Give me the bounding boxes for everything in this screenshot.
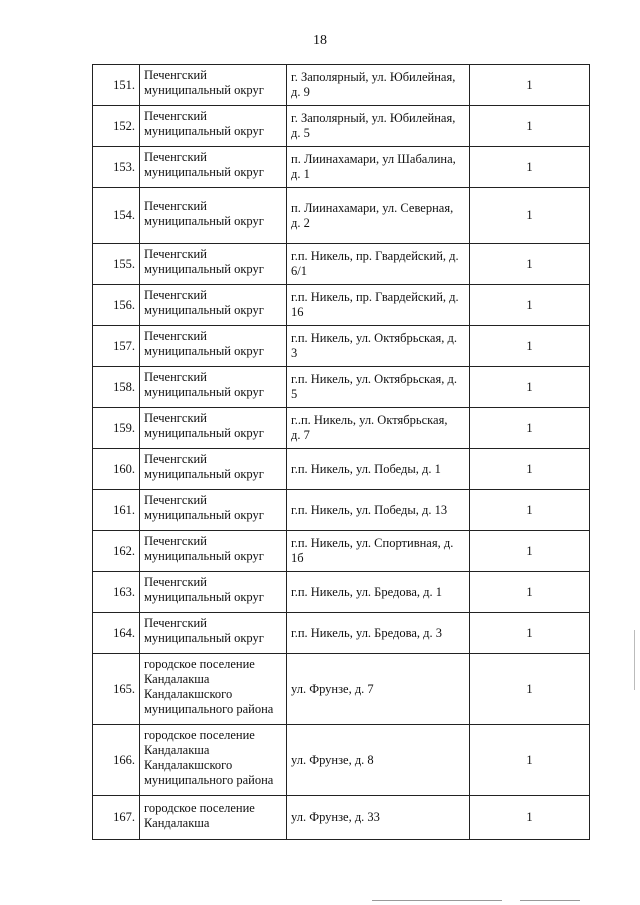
count-cell [470,725,590,796]
count-cell-text: 1 [526,584,533,599]
scan-artifact-bottom [372,900,502,901]
count-cell [470,285,590,326]
count-cell [470,188,590,244]
address-cell-text: ул. Фрунзе, д. 33 [291,810,380,824]
row-number-text: 156. [113,297,135,312]
address-cell [287,725,470,796]
municipality-cell [140,654,287,725]
municipality-cell-text: Печенгский муниципальный округ [144,247,264,276]
row-number-text: 151. [113,77,135,92]
count-cell [470,490,590,531]
row-number [93,147,140,188]
municipality-cell-text: городское поселение Кандалакша Кандалакшского муниципального района [144,657,274,716]
municipality-cell-text: Печенгский муниципальный округ [144,109,264,138]
count-cell-text: 1 [526,625,533,640]
row-number-text: 160. [113,461,135,476]
address-cell-text: г. Заполярный, ул. Юбилейная, д. 5 [291,111,456,140]
row-number-text: 164. [113,625,135,640]
municipality-cell [140,244,287,285]
address-cell-text: ул. Фрунзе, д. 8 [291,752,374,767]
count-cell-text: 1 [526,379,533,394]
address-cell-text: г.п. Никель, ул. Победы, д. 1 [291,461,441,476]
address-cell [287,572,470,613]
row-number-text: 161. [113,502,135,517]
table-row [93,326,590,367]
municipality-cell-text: городское поселение Кандалакша Кандалакшского муниципального района [144,728,274,787]
row-number [93,613,140,654]
municipality-cell [140,490,287,531]
row-number-text: 153. [113,159,135,174]
row-number-text: 163. [113,584,135,599]
count-cell-text: 1 [526,256,533,271]
municipality-cell [140,449,287,490]
address-cell-text: г. Заполярный, ул. Юбилейная, д. 9 [291,70,456,99]
row-number [93,490,140,531]
addresses-table [92,64,590,840]
address-cell [287,408,470,449]
count-cell-text: 1 [526,297,533,312]
row-number-text: 162. [113,543,135,558]
address-cell-text: п. Лиинахамари, ул. Северная, д. 2 [291,200,454,230]
address-cell [287,106,470,147]
row-number [93,654,140,725]
municipality-cell-text: Печенгский муниципальный округ [144,534,264,563]
address-cell [287,654,470,725]
address-cell [287,490,470,531]
municipality-cell-text: Печенгский муниципальный округ [144,452,264,481]
address-cell-text: г.п. Никель, пр. Гвардейский, д. 16 [291,290,459,319]
count-cell-text: 1 [526,420,533,435]
row-number-text: 159. [113,420,135,435]
table-row [93,65,590,106]
count-cell-text: 1 [526,208,533,222]
municipality-cell [140,613,287,654]
address-cell [287,326,470,367]
count-cell [470,408,590,449]
municipality-cell [140,147,287,188]
table-row [93,408,590,449]
municipality-cell [140,725,287,796]
municipality-cell-text: Печенгский муниципальный округ [144,616,264,645]
address-cell [287,285,470,326]
municipality-cell [140,188,287,244]
address-cell-text: г.п. Никель, пр. Гвардейский, д. 6/1 [291,249,459,278]
municipality-cell-text: Печенгский муниципальный округ [144,150,264,179]
count-cell [470,796,590,840]
count-cell-text: 1 [526,159,533,174]
row-number [93,531,140,572]
municipality-cell-text: Печенгский муниципальный округ [144,493,264,522]
table-row [93,531,590,572]
row-number [93,244,140,285]
count-cell [470,147,590,188]
scan-artifact-right [634,630,635,690]
address-cell [287,147,470,188]
row-number-text: 157. [113,338,135,353]
count-cell-text: 1 [526,502,533,517]
table-row [93,244,590,285]
table-row [93,490,590,531]
address-cell [287,244,470,285]
count-cell [470,654,590,725]
row-number-text: 152. [113,118,135,133]
row-number [93,285,140,326]
address-cell-text: г.п. Никель, ул. Бредова, д. 3 [291,625,443,640]
municipality-cell-text: Печенгский муниципальный округ [144,68,264,97]
address-cell [287,65,470,106]
table-row [93,572,590,613]
row-number-text: 166. [113,752,135,767]
address-cell-text: г.п. Никель, ул. Бредова, д. 1 [291,584,443,599]
row-number [93,449,140,490]
address-cell-text: г..п. Никель, ул. Октябрьская, д. 7 [291,413,448,442]
table-row [93,796,590,840]
count-cell [470,613,590,654]
row-number [93,725,140,796]
row-number [93,326,140,367]
table-row [93,449,590,490]
municipality-cell [140,367,287,408]
municipality-cell-text: городское поселение Кандалакша [144,800,255,830]
table-row [93,367,590,408]
count-cell [470,449,590,490]
municipality-cell [140,408,287,449]
address-cell-text: г.п. Никель, ул. Октябрьская, д. 3 [291,331,457,360]
municipality-cell-text: Печенгский муниципальный округ [144,288,264,317]
address-cell [287,188,470,244]
municipality-cell [140,572,287,613]
address-cell [287,449,470,490]
count-cell-text: 1 [526,338,533,353]
address-cell [287,367,470,408]
count-cell-text: 1 [526,752,533,767]
table-row [93,613,590,654]
municipality-cell [140,796,287,840]
table-row [93,147,590,188]
row-number [93,106,140,147]
table-row [93,106,590,147]
row-number-text: 155. [113,256,135,271]
count-cell [470,367,590,408]
address-cell-text: ул. Фрунзе, д. 7 [291,681,374,696]
count-cell [470,572,590,613]
address-cell [287,796,470,840]
municipality-cell [140,106,287,147]
address-cell-text: п. Лиинахамари, ул Шабалина, д. 1 [291,152,456,181]
count-cell-text: 1 [526,681,533,696]
row-number [93,367,140,408]
count-cell [470,65,590,106]
table-row [93,285,590,326]
scan-artifact-bottom-right [520,900,580,901]
table-row [93,188,590,244]
row-number-text: 167. [113,810,135,824]
municipality-cell [140,65,287,106]
row-number-text: 154. [113,208,135,222]
count-cell [470,244,590,285]
address-cell [287,613,470,654]
address-cell [287,531,470,572]
row-number [93,572,140,613]
address-cell-text: г.п. Никель, ул. Октябрьская, д. 5 [291,372,457,401]
row-number-text: 165. [113,681,135,696]
municipality-cell-text: Печенгский муниципальный округ [144,329,264,358]
count-cell-text: 1 [526,461,533,476]
row-number-text: 158. [113,379,135,394]
count-cell-text: 1 [526,543,533,558]
row-number [93,796,140,840]
table-row [93,654,590,725]
count-cell [470,326,590,367]
address-cell-text: г.п. Никель, ул. Победы, д. 13 [291,502,448,517]
count-cell-text: 1 [526,77,533,92]
municipality-cell-text: Печенгский муниципальный округ [144,370,264,399]
count-cell-text: 1 [526,118,533,133]
row-number [93,408,140,449]
count-cell [470,531,590,572]
municipality-cell-text: Печенгский муниципальный округ [144,575,264,604]
municipality-cell-text: Печенгский муниципальный округ [144,411,264,440]
municipality-cell [140,531,287,572]
municipality-cell [140,285,287,326]
row-number [93,188,140,244]
table-row [93,725,590,796]
count-cell [470,106,590,147]
municipality-cell-text: Печенгский муниципальный округ [144,198,264,228]
table-body [93,65,590,840]
page-number: 18 [313,33,327,48]
count-cell-text: 1 [526,810,533,824]
municipality-cell [140,326,287,367]
row-number [93,65,140,106]
address-cell-text: г.п. Никель, ул. Спортивная, д. 1б [291,536,454,565]
